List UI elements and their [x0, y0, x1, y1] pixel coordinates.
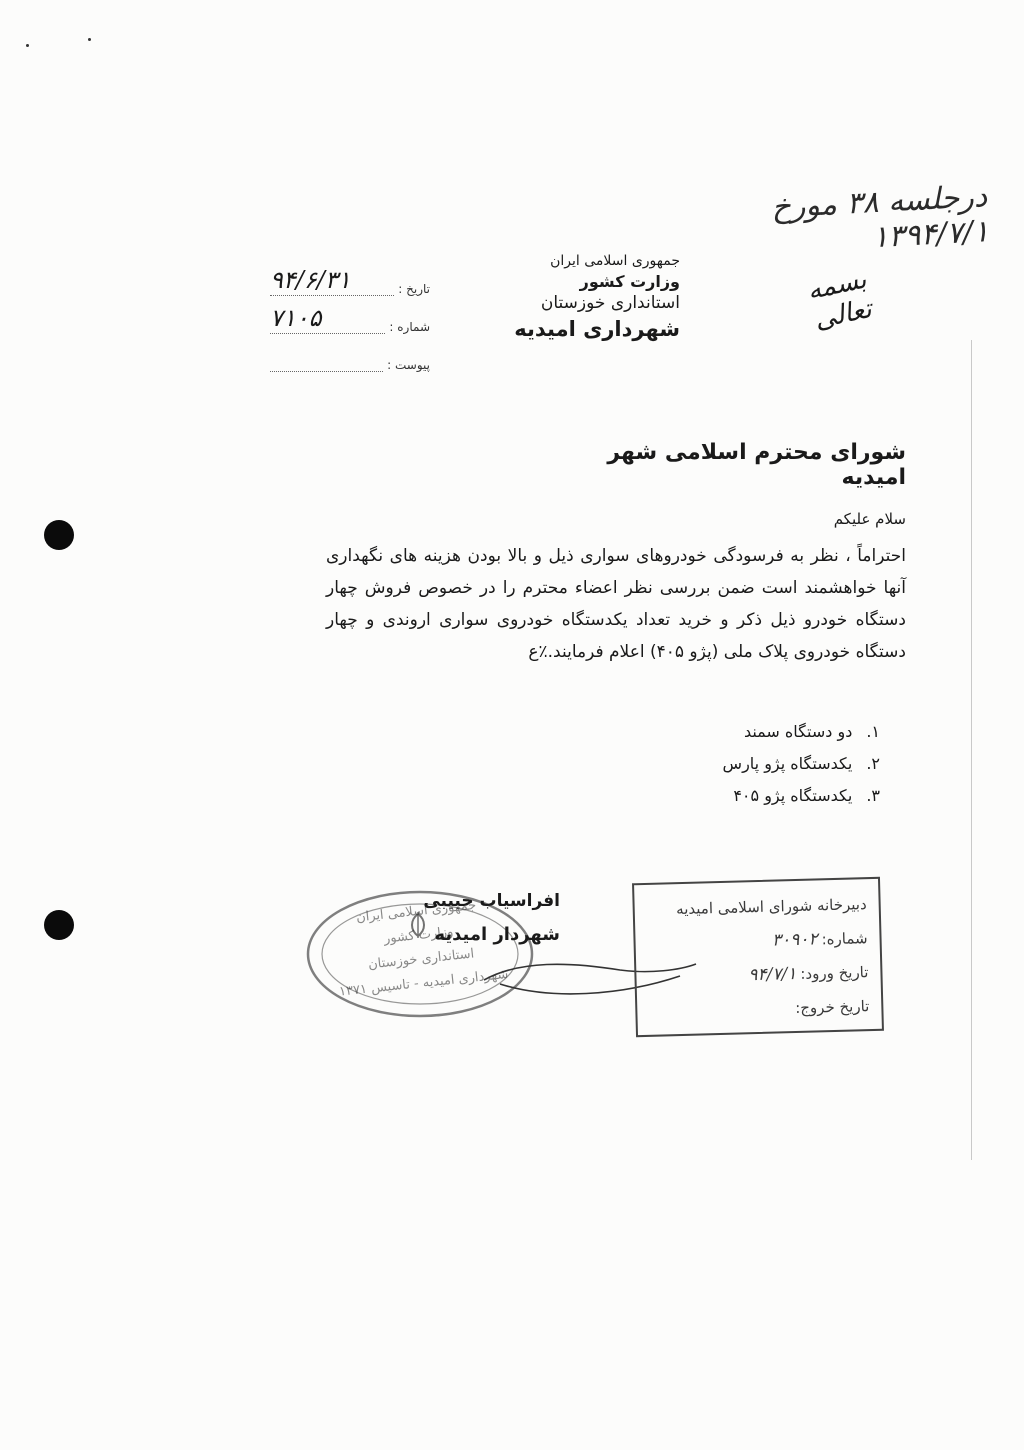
signature-block	[410, 884, 560, 952]
meta-attachment-value	[270, 341, 383, 372]
letterhead-province: استانداری خوزستان	[540, 293, 680, 314]
stamp-title: دبیرخانه شورای اسلامی امیدیه	[675, 895, 867, 919]
punch-hole-top	[44, 520, 74, 550]
scan-speck	[88, 38, 91, 41]
list-item-number: ۳.	[866, 786, 880, 805]
meta-attachment-label: پیوست :	[387, 358, 430, 372]
stamp-entry-row	[648, 955, 869, 995]
seal-line-municipality: شهرداری امیدیه - تاسیس ۱۳۷۱	[338, 966, 509, 1000]
letter-body: احتراماً ، نظر به فرسودگی خودروهای سواری ذیل و بالا بودن هزینه های نگهداری آنها خواهشمند است ضمن بررسی نظر اعضاء محترم را در خصوص فروش چهار دستگاه خودرو ذیل ذکر و خرید تعداد یکدستگاه خودروی سواری اروندی و چهار دستگاه خودروی پلاک ملی (پژو ۴۰۵) اعلام فرمایند.٪ع	[326, 546, 906, 662]
handwritten-session-note: درجلسه ۳۸ مورخ ۱۳۹۴/۷/۱	[770, 179, 990, 256]
meta-date-value: ۹۴/۶/۳۱	[270, 265, 394, 296]
stamp-exit-label: تاریخ خروج:	[794, 997, 870, 1018]
meta-date-row	[270, 258, 430, 296]
meta-number-value: ۷۱۰۵	[270, 303, 385, 334]
stamp-number-row	[647, 921, 868, 961]
list-item-text: یکدستگاه پژو پارس	[722, 754, 853, 773]
list-item-text: دو دستگاه سمند	[743, 722, 853, 741]
meta-number-label: شماره :	[389, 320, 430, 334]
punch-hole-bottom	[44, 910, 74, 940]
stamp-number-label: شماره:	[821, 929, 868, 949]
list-item	[640, 716, 880, 748]
letterhead	[470, 252, 680, 344]
council-receipt-stamp	[632, 877, 884, 1037]
letterhead-municipality: شهرداری امیدیه	[514, 317, 680, 342]
list-item-number: ۱.	[866, 722, 880, 741]
vehicle-list	[640, 716, 880, 812]
recipient-heading: شورای محترم اسلامی شهر امیدیه	[607, 440, 906, 490]
list-item	[640, 780, 880, 812]
list-item	[640, 748, 880, 780]
list-item-number: ۲.	[866, 754, 880, 773]
scan-speck	[26, 44, 29, 47]
list-item-text: یکدستگاه پژو ۴۰۵	[733, 786, 853, 805]
meta-number-row	[270, 296, 430, 334]
scan-edge-line	[971, 340, 972, 1160]
letterhead-ministry: وزارت کشور	[579, 271, 680, 291]
seal-line-province: استانداری خوزستان	[367, 946, 475, 973]
meta-attachment-row	[270, 334, 430, 372]
signatory-title: شهردار امیدیه	[434, 924, 560, 945]
stamp-entry-label: تاریخ ورود:	[800, 963, 869, 983]
meta-date-label: تاریخ :	[398, 282, 430, 296]
basmala-handwritten: بسمه تعالی	[804, 264, 875, 336]
letter-meta	[270, 258, 430, 372]
stamp-exit-row	[649, 989, 870, 1029]
letterhead-country: جمهوری اسلامی ایران	[550, 253, 680, 269]
seal-line-country: جمهوری اسلامی ایران	[355, 897, 477, 926]
signatory-name: افراسیاب حبیبی	[423, 891, 560, 911]
seal-line-ministry: وزارت کشور	[383, 924, 455, 947]
stamp-number-value: ۳۰۹۰۲	[771, 929, 818, 951]
greeting: سلام علیکم	[833, 510, 906, 528]
stamp-entry-value: ۹۴/۷/۱	[748, 964, 797, 986]
